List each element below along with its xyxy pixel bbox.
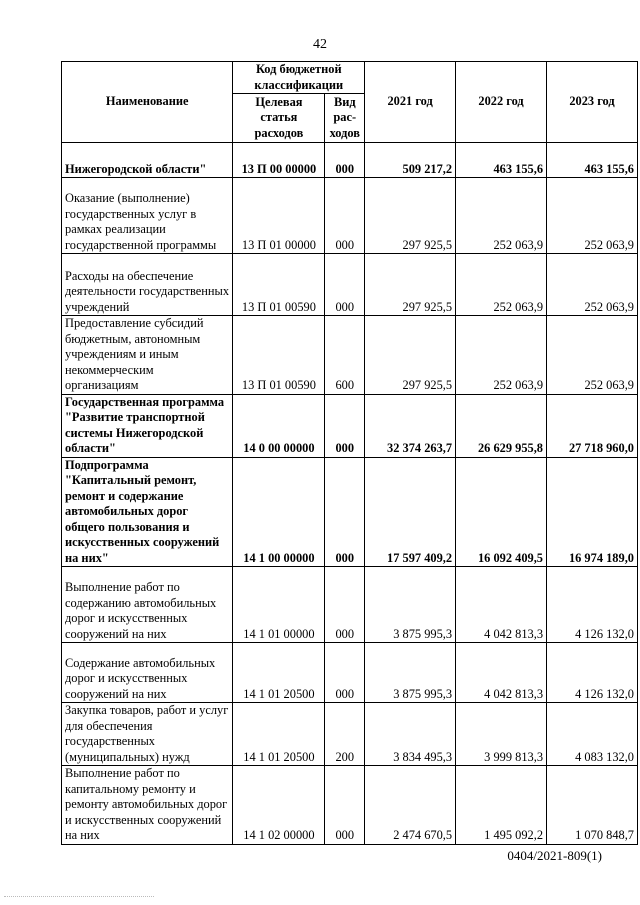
row-vid: 000 [325, 457, 365, 567]
row-code: 14 1 00 00000 [233, 457, 325, 567]
row-2023: 463 155,6 [547, 143, 638, 178]
header-target-article: Целевая статья расходов [233, 94, 325, 143]
row-code: 14 1 01 20500 [233, 643, 325, 703]
header-2023: 2023 год [547, 62, 638, 143]
row-name: Выполнение работ по капитальному ремонту и ремонту автомобильных дорог и искусственных сооружений на них [62, 766, 233, 845]
row-2022: 252 063,9 [456, 316, 547, 395]
row-vid: 000 [325, 254, 365, 316]
row-name: Выполнение работ по содержанию автомобильных дорог и искусственных сооружений на них [62, 567, 233, 643]
table-row [62, 766, 638, 845]
row-2022: 3 999 813,3 [456, 703, 547, 766]
row-2021: 297 925,5 [365, 178, 456, 254]
table-row [62, 394, 638, 457]
row-2023: 4 083 132,0 [547, 703, 638, 766]
row-vid: 000 [325, 394, 365, 457]
row-2022: 4 042 813,3 [456, 567, 547, 643]
row-code: 13 П 01 00590 [233, 254, 325, 316]
row-name: Предоставление субсидий бюджетным, автономным учреждениям и иным некоммерческим организациям [62, 316, 233, 395]
table-row [62, 143, 638, 178]
row-vid: 000 [325, 567, 365, 643]
row-2022: 252 063,9 [456, 178, 547, 254]
header-2022: 2022 год [456, 62, 547, 143]
header-2021: 2021 год [365, 62, 456, 143]
table-row [62, 178, 638, 254]
table-row [62, 703, 638, 766]
row-2022: 1 495 092,2 [456, 766, 547, 845]
row-vid: 600 [325, 316, 365, 395]
header-name: Наименование [62, 62, 233, 143]
row-code: 14 1 02 00000 [233, 766, 325, 845]
row-2023: 16 974 189,0 [547, 457, 638, 567]
row-2021: 509 217,2 [365, 143, 456, 178]
row-code: 13 П 01 00590 [233, 316, 325, 395]
row-2022: 4 042 813,3 [456, 643, 547, 703]
row-2023: 1 070 848,7 [547, 766, 638, 845]
row-2021: 3 834 495,3 [365, 703, 456, 766]
document-code: 0404/2021-809(1) [507, 848, 602, 863]
header-code-group: Код бюджетной классификации [233, 62, 365, 94]
row-2021: 32 374 263,7 [365, 394, 456, 457]
row-vid: 000 [325, 178, 365, 254]
row-2021: 17 597 409,2 [365, 457, 456, 567]
table-row [62, 254, 638, 316]
table-row [62, 643, 638, 703]
row-vid: 000 [325, 143, 365, 178]
row-2023: 27 718 960,0 [547, 394, 638, 457]
row-name: Оказание (выполнение) государственных услуг в рамках реализации государственной программы [62, 178, 233, 254]
row-name: Расходы на обеспечение деятельности государственных учреждений [62, 254, 233, 316]
table-row [62, 567, 638, 643]
row-2023: 252 063,9 [547, 178, 638, 254]
table-row [62, 457, 638, 567]
row-name: Закупка товаров, работ и услуг для обеспечения государственных (муниципальных) нужд [62, 703, 233, 766]
row-2021: 2 474 670,5 [365, 766, 456, 845]
row-code: 14 0 00 00000 [233, 394, 325, 457]
row-2023: 252 063,9 [547, 316, 638, 395]
budget-table [61, 61, 638, 845]
row-vid: 000 [325, 643, 365, 703]
table-row [62, 316, 638, 395]
row-vid: 200 [325, 703, 365, 766]
row-code: 14 1 01 20500 [233, 703, 325, 766]
row-code: 13 П 00 00000 [233, 143, 325, 178]
row-code: 13 П 01 00000 [233, 178, 325, 254]
row-name: Нижегородской области" [62, 143, 233, 178]
header-expense-type: Вид рас- ходов [325, 94, 365, 143]
row-2023: 4 126 132,0 [547, 567, 638, 643]
row-2021: 3 875 995,3 [365, 643, 456, 703]
row-vid: 000 [325, 766, 365, 845]
row-name: Подпрограмма "Капитальный ремонт, ремонт и содержание автомобильных дорог общего пользования и искусственных сооружений на них" [62, 457, 233, 567]
page-number: 42 [313, 37, 327, 52]
row-2022: 252 063,9 [456, 254, 547, 316]
row-2021: 3 875 995,3 [365, 567, 456, 643]
row-name: Содержание автомобильных дорог и искусственных сооружений на них [62, 643, 233, 703]
row-code: 14 1 01 00000 [233, 567, 325, 643]
row-2022: 463 155,6 [456, 143, 547, 178]
row-2022: 26 629 955,8 [456, 394, 547, 457]
row-2021: 297 925,5 [365, 316, 456, 395]
row-2023: 252 063,9 [547, 254, 638, 316]
row-2023: 4 126 132,0 [547, 643, 638, 703]
row-2021: 297 925,5 [365, 254, 456, 316]
row-2022: 16 092 409,5 [456, 457, 547, 567]
row-name: Государственная программа "Развитие транспортной системы Нижегородской области" [62, 394, 233, 457]
scan-artifact [4, 896, 154, 901]
